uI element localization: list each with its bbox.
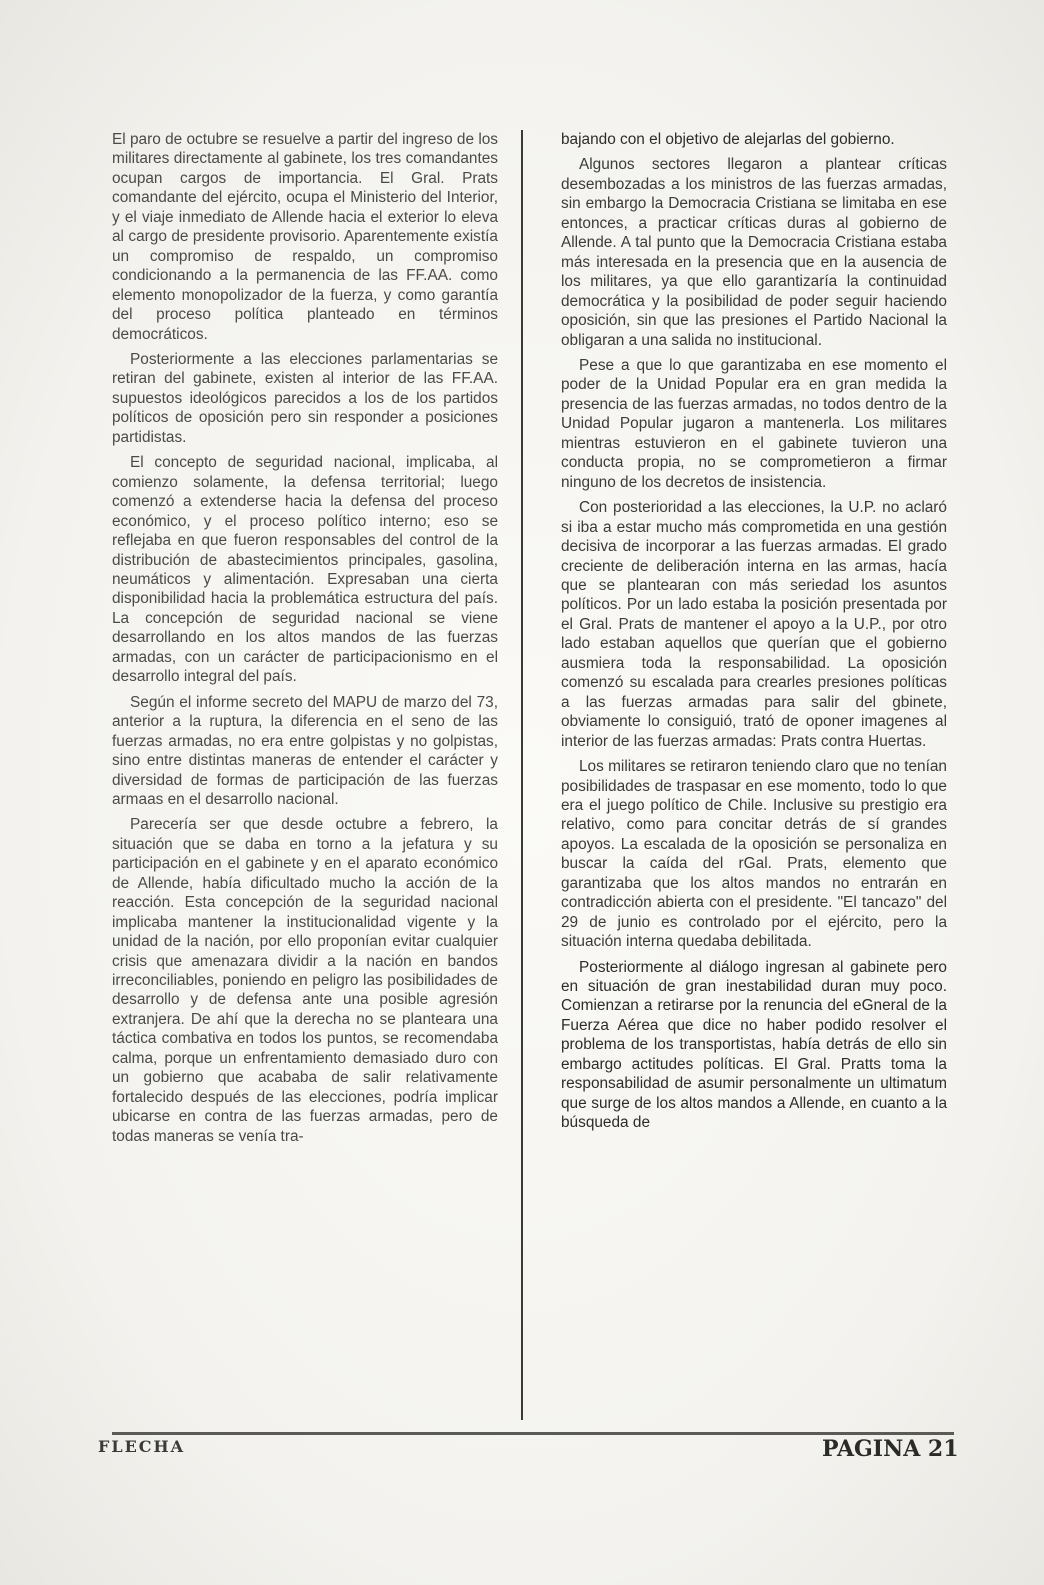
paragraph: El concepto de seguridad nacional, implicaba, al comienzo solamente, la defensa territorial; luego comenzó a extenderse hacia la defensa del proceso económico, y el proceso político interno; eso se reflejaba en que fueron responsables del control de la distribución de abastecimientos principales, gasolina, neumáticos y alimentación. Expresaban una cierta disponibilidad hacia la problemática estructura del país. La concepción de seguridad nacional se viene desarrollando en los altos mandos de las fuerzas armadas, con un carácter de participacionismo en el desarrollo integral del país.: [112, 454, 498, 686]
paragraph: bajando con el objetivo de alejarlas del gobierno.: [561, 131, 895, 148]
right-column: [561, 130, 947, 1133]
paragraph: Posteriormente a las elecciones parlamentarias se retiran del gabinete, existen al interior de las FF.AA. supuestos ideológicos parecidos a los de los partidos políticos de oposición pero sin responder a posiciones partidistas.: [112, 350, 498, 446]
footer-divider: [112, 1432, 954, 1435]
paragraph: Según el informe secreto del MAPU de marzo del 73, anterior a la ruptura, la diferencia en el seno de las fuerzas armadas, no era entre golpistas y no golpistas, sino entre distintas maneras de entender el carácter y diversidad de formas de participación de las fuerzas armaas en el desarrollo nacional.: [112, 693, 498, 808]
paragraph: Posteriormente al diálogo ingresan al gabinete pero en situación de gran inestabilidad duran muy poco. Comienzan a retirarse por la renuncia del eGneral de la Fuerza Aérea que dice no haber podido resolver el problema de los transportistas, había detrás de ello sin embargo actitudes políticas. El Gral. Pratts toma la responsabilidad de asumir personalmente un ultimatum que surge de los altos mandos a Allende, en cuanto a la búsqueda de: [561, 958, 947, 1132]
paragraph: Algunos sectores llegaron a plantear críticas desembozadas a los ministros de las fuerzas armadas, sin embargo la Democracia Cristiana se limitaba en ese entonces, a practicar críticas duras al gobierno de Allende. A tal punto que la Democracia Cristiana estaba más interesada en la presencia que en la ausencia de los militares, ya que ello garantizaría la continuidad democrática y la posibilidad de poder seguir haciendo oposición, sin que las presiones el Partido Nacional la obligaran a una salida no institucional.: [561, 156, 947, 349]
paragraph: El paro de octubre se resuelve a partir del ingreso de los militares directamente al gabinete, los tres comandantes ocupan cargos de importancia. El Gral. Prats comandante del ejército, ocupa el Ministerio del Interior, y el viaje inmediato de Allende hacia el exterior lo eleva al cargo de presidente provisorio. Aparentemente existía un compromiso de respaldo, un compromiso condicionando a la permanencia de las FF.AA. como elemento monopolizador de la fuerza, y como garantía del proceso política planteado en términos democráticos.: [112, 131, 498, 343]
page-number: PAGINA 21: [822, 1436, 959, 1462]
paragraph: Los militares se retiraron teniendo claro que no tenían posibilidades de traspasar en ese momento, todo lo que era el juego político de Chile. Inclusive su prestigio era relativo, como para concitar detrás de sí grandes apoyos. La escalada de la oposición se personaliza en buscar la caída del rGal. Prats, elemento que garantizaba que los altos mandos no entrarán en contradicción abierta con el presidente. "El tancazo" del 29 de junio es controlado por el ejército, pero la situación interna quedaba debilitada.: [561, 758, 947, 951]
publication-name: FLECHA: [98, 1437, 186, 1456]
left-column: [112, 130, 498, 1146]
paragraph: Parecería ser que desde octubre a febrero, la situación que se daba en torno a la jefatura y su participación en el gabinete y en el aparato económico de Allende, había dificultado mucho la acción de la reacción. Esta concepción de la seguridad nacional implicaba mantener la institucionalidad vigente y la unidad de la nación, por ello proponían evitar cualquier crisis que amenazara dividir a la nación en bandos irreconciliables, poniendo en peligro las posibilidades de desarrollo y de defensa ante una posible agresión extranjera. De ahí que la derecha no se planteara una táctica combativa en todos los puntos, se recomendaba calma, porque un enfrentamiento demasiado duro con un gobierno que acababa de salir relativamente fortalecido después de las elecciones, podría implicar ubicarse en contra de las fuerzas armadas, pero de todas maneras se venía tra-: [112, 816, 498, 1145]
paragraph: Pese a que lo que garantizaba en ese momento el poder de la Unidad Popular era en gran medida la presencia de las fuerzas armadas, no todos dentro de la Unidad Popular jugaron a mantenerla. Los militares mientras estuvieron en el gabinete tuvieron una conducta propia, no se comprometieron a firmar ninguno de los decretos de insistencia.: [561, 356, 947, 491]
paragraph: Con posterioridad a las elecciones, la U.P. no aclaró si iba a estar mucho más comprometida en una gestión decisiva de incorporar a las fuerzas armadas. El grado creciente de deliberación interna en las armas, hacía que se plantearan con más seriedad los asuntos políticos. Por un lado estaba la posición presentada por el Gral. Prats de mantener el apoyo a la U.P., por otro lado estaban aquellos que querían que el gobierno ausmiera toda la responsabilidad. La oposición comenzó su escalada para crearles presiones políticas a las fuerzas armadas para salir del gbinete, obviamente lo consiguió, trató de oponer imagenes al interior de las fuerzas armadas: Prats contra Huertas.: [561, 499, 947, 750]
column-divider: [521, 130, 523, 1420]
